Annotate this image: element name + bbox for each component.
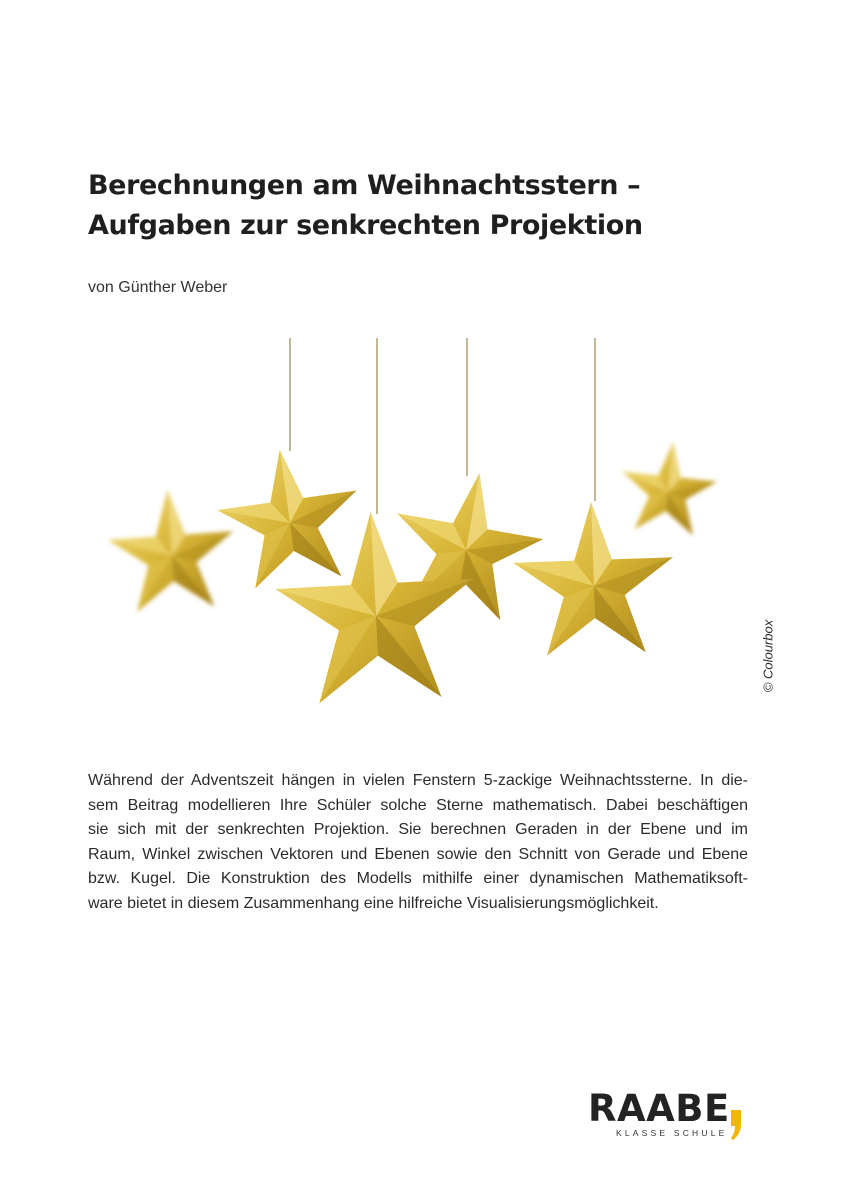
intro-line: sie sich mit der senkrechten Projektion. Sie berechnen Geraden in der Ebene und im <box>88 821 748 838</box>
star-far-left <box>105 486 239 614</box>
image-credit: © Colourbox <box>760 619 776 693</box>
star-far-right <box>616 437 720 537</box>
intro-line: Raum, Winkel zwischen Vektoren und Ebenen sowie den Schnitt von Gerade und Ebene <box>88 845 748 863</box>
page-title <box>88 166 688 246</box>
intro-line: sem Beitrag modellieren Ihre Schüler solche Sterne mathematisch. Dabei beschäftigen <box>88 796 748 814</box>
title-line-2: Aufgaben zur senkrechten Projektion <box>88 210 643 241</box>
intro-line: bzw. Kugel. Die Konstruktion des Modells mithilfe einer dynamischen Mathematiksoft- <box>88 870 748 887</box>
intro-line: ware bietet in diesem Zusammenhang eine hilfreiche Visualisierungsmöglichkeit. <box>88 894 659 912</box>
author-line: von Günther Weber <box>88 279 228 296</box>
title-line-1: Berechnungen am Weihnachtsstern – <box>88 170 641 201</box>
star-upper-left <box>210 440 368 592</box>
star-right <box>511 499 676 656</box>
christmas-stars-photo <box>100 336 720 706</box>
logo-wordmark: RAABE <box>588 1087 730 1130</box>
logo-tagline: KLASSE SCHULE <box>616 1128 728 1138</box>
comma-icon <box>730 1110 742 1140</box>
raabe-logo <box>588 1088 753 1140</box>
intro-line: Während der Adventszeit hängen in vielen Fenstern 5-zackige Weihnachtssterne. In die- <box>88 772 748 789</box>
intro-paragraph <box>88 769 748 916</box>
